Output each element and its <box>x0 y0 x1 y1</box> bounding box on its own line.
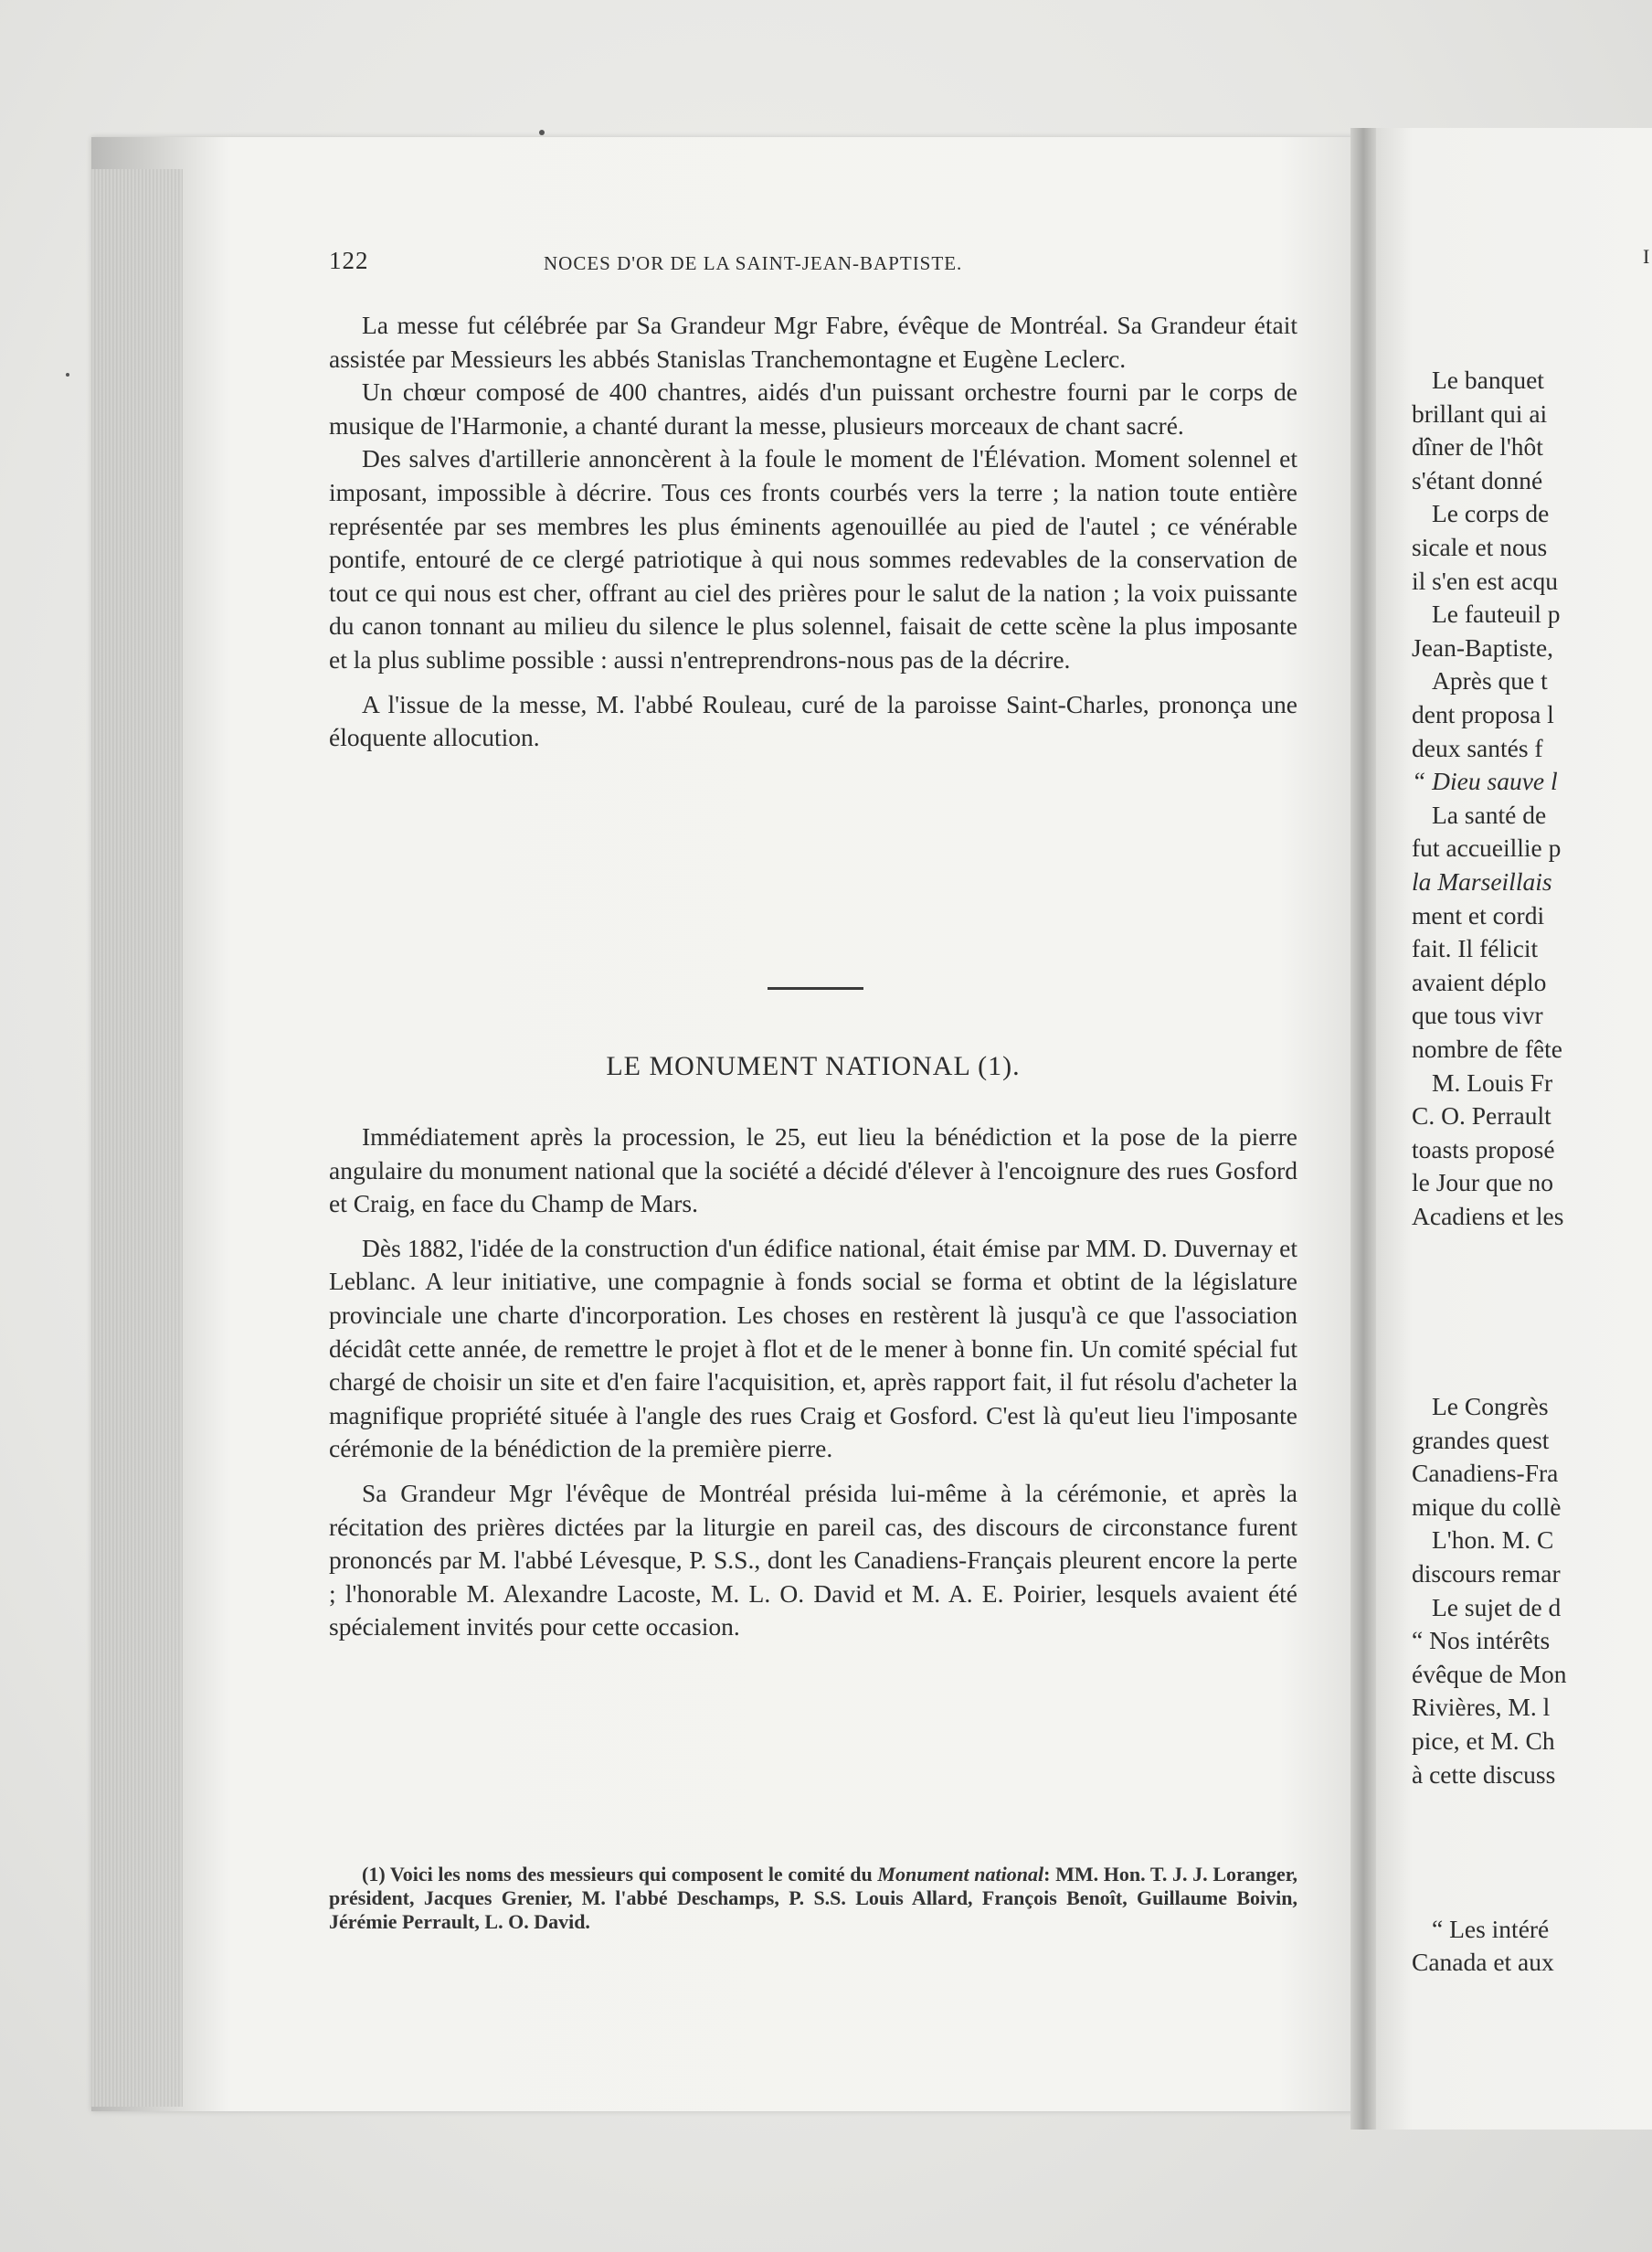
right-page-line: nombre de fête <box>1412 1035 1562 1063</box>
right-page-line: Jean-Baptiste, <box>1412 632 1554 662</box>
right-page-line: à cette discuss <box>1412 1759 1556 1789</box>
paragraph: La messe fut célébrée par Sa Grandeur Mgr Fabre, évêque de Montréal. Sa Grandeur était assistée par Messieurs les abbés Stanislas Tranchemontagne et Eugène Leclerc. <box>329 311 1297 373</box>
right-page-line: “ Nos intérêts <box>1412 1626 1551 1655</box>
right-page-line: M. Louis Fr <box>1432 1068 1553 1097</box>
right-page-line: Le sujet de d <box>1432 1592 1562 1621</box>
right-page-line: La santé de <box>1432 800 1547 829</box>
body-text-bottom <box>329 1121 1297 1644</box>
footnote <box>329 1863 1297 1934</box>
right-page-line: “ Les intéré <box>1432 1915 1550 1943</box>
page-edges <box>91 169 183 2107</box>
right-page-line: dîner de l'hôt <box>1412 432 1543 462</box>
right-page-line: ment et cordi <box>1412 900 1545 929</box>
right-page-line: Le Congrès <box>1432 1392 1549 1420</box>
right-page-line: la Marseillais <box>1412 867 1552 896</box>
right-page-line: évêque de Mon <box>1412 1659 1567 1688</box>
paragraph: Un chœur composé de 400 chantres, aidés d'un puissant orchestre fourni par le corps de musique de l'Harmonie, a chanté durant la messe, plusieurs morceaux de chant sacré. <box>329 377 1297 440</box>
section-divider <box>768 987 863 990</box>
right-page-line: deux santés f <box>1412 733 1543 762</box>
dust-speck <box>539 130 545 135</box>
right-page-line: Le fauteuil p <box>1432 600 1561 629</box>
dust-speck <box>66 373 69 377</box>
right-page-line: Canada et aux <box>1412 1948 1554 1976</box>
right-page-line: Le banquet <box>1432 366 1544 394</box>
body-text-top <box>329 309 1297 755</box>
right-running-head: I <box>1643 245 1650 268</box>
right-page-line: s'étant donné <box>1412 465 1543 494</box>
right-page-line: avaient déplo <box>1412 967 1547 996</box>
footnote-rest: : MM. Hon. T. J. J. Loranger, président, Jacques Grenier, M. l'abbé Deschamps, P. S.S. Louis Allard, François Benoît, Guillaume Boivin, Jérémie Perrault, L. O. David. <box>329 1863 1298 1933</box>
running-title: NOCES D'OR DE LA SAINT-JEAN-BAPTISTE. <box>544 252 963 274</box>
right-page-line: “ Dieu sauve l <box>1412 767 1558 796</box>
paragraph: Dès 1882, l'idée de la construction d'un édifice national, était émise par MM. D. Duvernay et Leblanc. A leur initiative, une compagnie à fonds social se forma et obtint de la législature provinciale une charte d'incorporation. Les choses en restèrent là jusqu'à ce que l'association décidât cette année, de remettre le projet à flot et de le mener à bonne fin. Un comité spécial fut chargé de choisir un site et d'en faire l'acquisition, et, après rapport fait, il fut résolu d'acheter la magnifique propriété située à l'angle des rues Craig et Gosford. C'est là qu'eut lieu l'imposante cérémonie de la bénédiction de la première pierre. <box>329 1233 1297 1463</box>
right-page-line: C. O. Perrault <box>1412 1101 1551 1131</box>
right-page-line: fait. Il félicit <box>1412 934 1539 963</box>
footnote-text <box>329 1863 1297 1934</box>
paragraph: A l'issue de la messe, M. l'abbé Rouleau, curé de la paroisse Saint-Charles, prononça une éloquente allocution. <box>329 689 1297 752</box>
right-page-line: dent proposa l <box>1412 700 1554 728</box>
footnote-intro: (1) Voici les noms des messieurs qui composent le comité du <box>362 1863 878 1886</box>
book-gutter <box>1350 128 1376 2130</box>
right-page-line: Le corps de <box>1432 499 1550 528</box>
right-page-line: fut accueillie p <box>1412 834 1562 863</box>
right-page-line: toasts proposé <box>1412 1134 1555 1163</box>
right-page-line: le Jour que no <box>1412 1168 1554 1197</box>
right-page-line: grandes quest <box>1412 1425 1550 1454</box>
footnote-italic: Monument national <box>877 1863 1044 1886</box>
right-page-line: pice, et M. Ch <box>1412 1726 1555 1755</box>
paragraph: Des salves d'artillerie annoncèrent à la foule le moment de l'Élévation. Moment solennel et imposant, impossible à décrire. Tous ces fronts courbés vers la terre ; la nation toute entière représentée par ses membres les plus éminents agenouillée au pied de l'autel ; ce vénérable pontife, entouré de ce clergé patriotique à qui nous sommes redevables de la conservation de tout ce qui nous est cher, offrant au ciel des prières pour le salut de la nation ; la voix puissante du canon tonnant au milieu du silence le plus solennel, faisait de cette scène la plus imposante et la plus sublime possible : aussi n'entreprendrons-nous pas de la décrire. <box>329 444 1297 674</box>
paragraph: Sa Grandeur Mgr l'évêque de Montréal présida lui-même à la cérémonie, et après la récitation des prières dictées par la liturgie en pareil cas, des discours de circonstance furent prononcés par M. l'abbé Lévesque, P. S.S., dont les Canadiens-Français pleurent encore la perte ; l'honorable M. Alexandre Lacoste, M. L. O. David et M. A. E. Poirier, lesquels avaient été spécialement invités pour cette occasion. <box>329 1478 1297 1641</box>
section-heading: LE MONUMENT NATIONAL (1). <box>606 1051 1021 1081</box>
page-number: 122 <box>329 247 369 274</box>
right-page-line: Après que t <box>1432 666 1548 696</box>
right-page-line: Canadiens-Fra <box>1412 1459 1559 1488</box>
right-page-line: il s'en est acqu <box>1412 566 1558 595</box>
right-page-line: Acadiens et les <box>1412 1202 1564 1230</box>
right-page-line: sicale et nous <box>1412 533 1548 561</box>
right-page-line: discours remar <box>1412 1559 1561 1588</box>
paragraph: Immédiatement après la procession, le 25, eut lieu la bénédiction et la pose de la pierre angulaire du monument national que la société a décidé d'élever à l'encoignure des rues Gosford et Craig, en face du Champ de Mars. <box>329 1122 1297 1218</box>
right-page-line: mique du collè <box>1412 1492 1562 1521</box>
right-page-line: que tous vivr <box>1412 1001 1543 1030</box>
right-page-line: Rivières, M. l <box>1412 1693 1551 1722</box>
right-page-line: L'hon. M. C <box>1432 1525 1554 1555</box>
right-page-line: brillant qui ai <box>1412 398 1548 428</box>
running-head <box>329 247 1297 280</box>
